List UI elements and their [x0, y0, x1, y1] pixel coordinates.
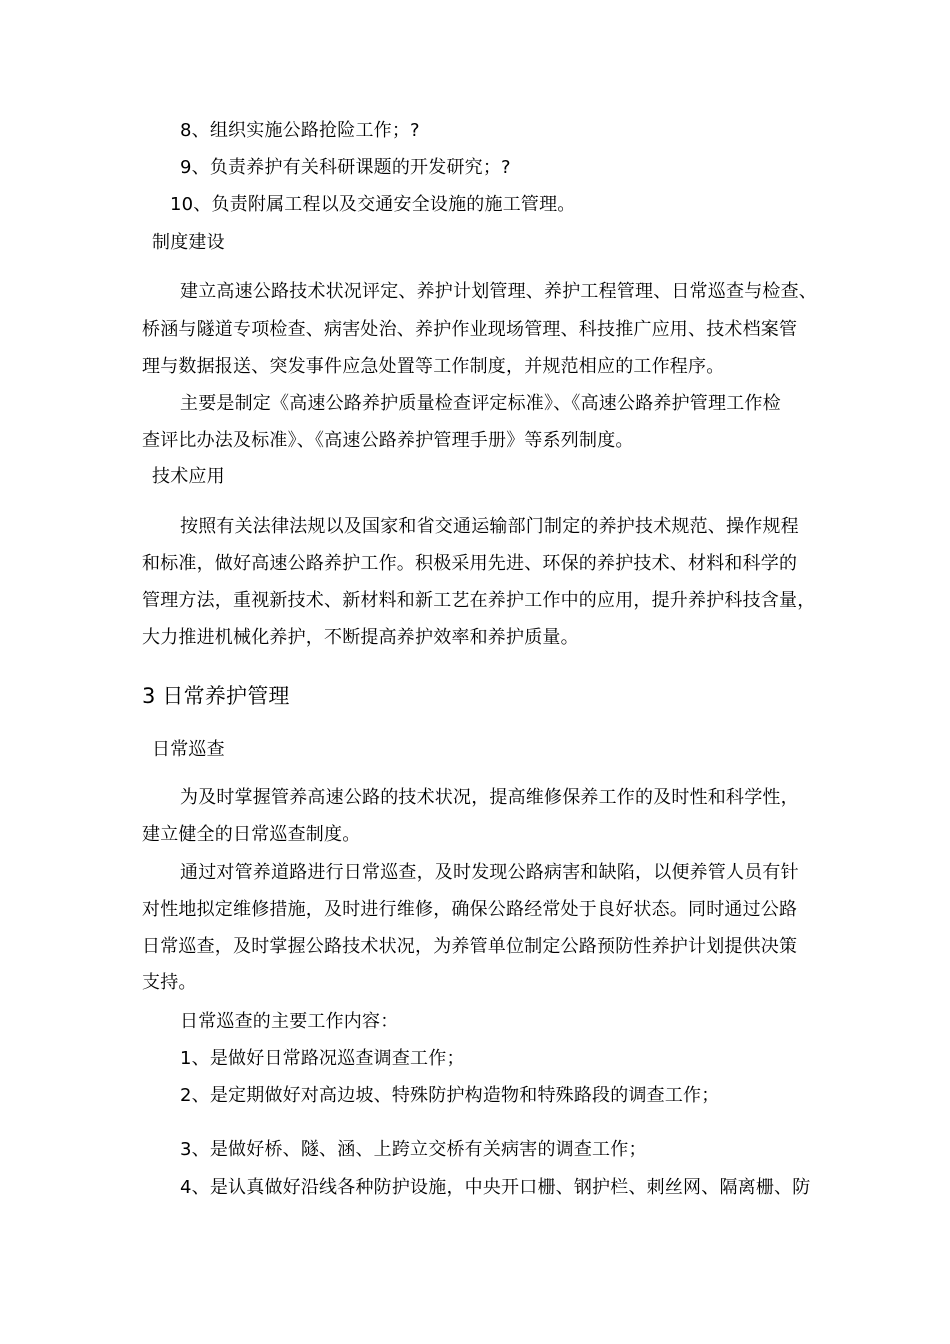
paragraph-line: 大力推进机械化养护，不断提高养护效率和养护质量。 [142, 627, 579, 648]
paragraph-line: 支持。 [142, 972, 197, 993]
section-title-system: 制度建设 [152, 232, 225, 253]
list-item: 9、负责养护有关科研课题的开发研究；? [180, 157, 511, 178]
paragraph-line: 日常巡查，及时掌握公路技术状况，为养管单位制定公路预防性养护计划提供决策 [142, 936, 798, 957]
paragraph-line: 对性地拟定维修措施，及时进行维修，确保公路经常处于良好状态。同时通过公路 [142, 899, 798, 920]
paragraph-line: 桥涵与隧道专项检查、病害处治、养护作业现场管理、科技推广应用、技术档案管 [142, 319, 798, 340]
list-item: 2、是定期做好对高边坡、特殊防护构造物和特殊路段的调查工作； [180, 1085, 720, 1106]
paragraph-line: 和标准，做好高速公路养护工作。积极采用先进、环保的养护技术、材料和科学的 [142, 553, 798, 574]
paragraph-line: 建立高速公路技术状况评定、养护计划管理、养护工程管理、日常巡查与检查、 [180, 281, 817, 302]
list-item: 8、组织实施公路抢险工作；? [180, 120, 420, 141]
subsection-title: 日常巡查 [152, 739, 225, 760]
paragraph-line: 建立健全的日常巡查制度。 [142, 824, 361, 845]
paragraph-line: 查评比办法及标准》、《高速公路养护管理手册》等系列制度。 [142, 430, 634, 451]
list-item: 10、负责附属工程以及交通安全设施的施工管理。 [170, 194, 576, 215]
paragraph-line: 为及时掌握管养高速公路的技术状况，提高维修保养工作的及时性和科学性， [180, 787, 799, 808]
section-title-tech: 技术应用 [152, 466, 225, 487]
list-item: 3、是做好桥、隧、涵、上跨立交桥有关病害的调查工作； [180, 1139, 647, 1160]
paragraph-line: 通过对管养道路进行日常巡查，及时发现公路病害和缺陷，以便养管人员有针 [180, 862, 799, 883]
list-intro: 日常巡查的主要工作内容： [180, 1011, 399, 1032]
list-item: 4、是认真做好沿线各种防护设施，中央开口栅、钢护栏、刺丝网、隔离栅、防 [180, 1177, 811, 1198]
paragraph-line: 按照有关法律法规以及国家和省交通运输部门制定的养护技术规范、操作规程 [180, 516, 799, 537]
paragraph-line: 主要是制定《高速公路养护质量检查评定标准》、《高速公路养护管理工作检 [180, 393, 781, 414]
paragraph-line: 管理方法，重视新技术、新材料和新工艺在养护工作中的应用，提升养护科技含量， [142, 590, 816, 611]
paragraph-line: 理与数据报送、突发事件应急处置等工作制度，并规范相应的工作程序。 [142, 356, 725, 377]
list-item: 1、是做好日常路况巡查调查工作； [180, 1048, 465, 1069]
chapter-heading: 3 日常养护管理 [142, 684, 290, 708]
